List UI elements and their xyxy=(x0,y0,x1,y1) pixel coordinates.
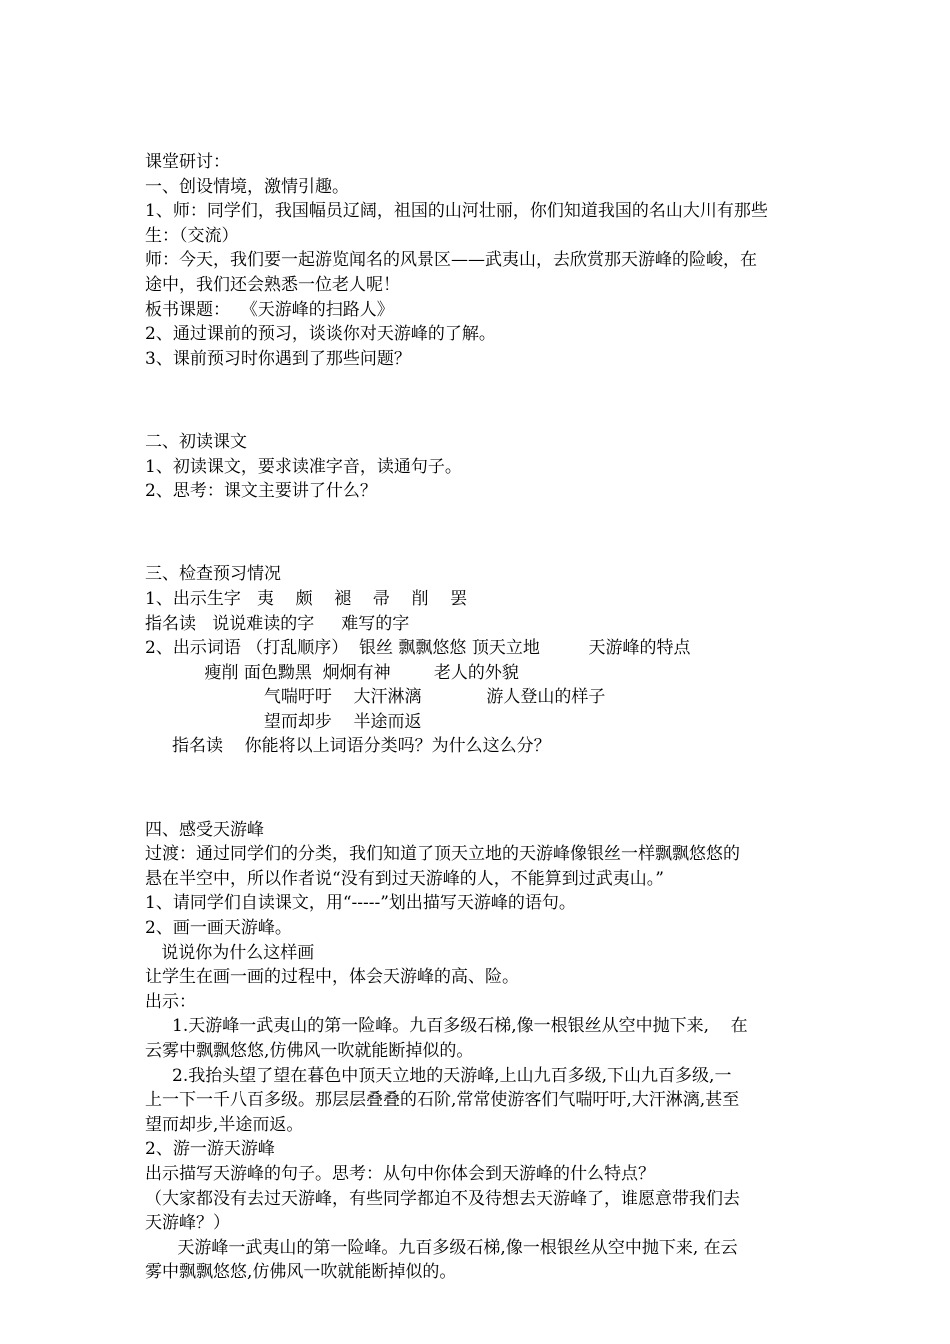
text-line: （大家都没有去过天游峰，有些同学都迫不及待想去天游峰了，谁愿意带我们去 xyxy=(145,1188,740,1209)
text-line: 1、出示生字 夷 颇 褪 帚 削 罢 xyxy=(145,588,468,609)
text-line: 雾中飘飘悠悠,仿佛风一吹就能断掉似的。 xyxy=(145,1262,457,1283)
text-line: 出示描写天游峰的句子。思考：从句中你体会到天游峰的什么特点？ xyxy=(145,1163,655,1184)
text-line: 指名读 说说难读的字 难写的字 xyxy=(145,613,410,634)
text-line: 瘦削 面色黝黑 炯炯有神 老人的外貌 xyxy=(145,662,519,683)
text-line: 出示： xyxy=(145,991,196,1012)
text-line: 让学生在画一画的过程中，体会天游峰的高、险。 xyxy=(145,967,519,988)
text-line: 师：今天，我们要一起游览闻名的风景区——武夷山，去欣赏那天游峰的险峻，在 xyxy=(145,250,757,271)
blank-line xyxy=(145,521,815,546)
text-line: 1、请同学们自读课文，用“-----”划出描写天游峰的语句。 xyxy=(145,893,576,914)
text-line: 2、思考：课文主要讲了什么？ xyxy=(145,481,377,502)
text-line: 二、初读课文 xyxy=(145,431,247,452)
text-line: 气喘吁吁 大汗淋漓 游人登山的样子 xyxy=(145,687,606,708)
text-line: 途中，我们还会熟悉一位老人呢！ xyxy=(145,274,400,295)
text-line: 2、游一游天游峰 xyxy=(145,1139,275,1160)
text-line: 指名读 你能将以上词语分类吗？为什么这么分？ xyxy=(145,736,551,757)
text-line: 三、检查预习情况 xyxy=(145,564,281,585)
text-line: 2、出示词语 （打乱顺序） 银丝 飘飘悠悠 顶天立地 天游峰的特点 xyxy=(145,638,691,659)
blank-line xyxy=(145,776,815,801)
text-line: 悬在半空中，所以作者说“没有到过天游峰的人，不能算到过武夷山。” xyxy=(145,868,664,889)
text-line: 1、师：同学们，我国幅员辽阔，祖国的山河壮丽，你们知道我国的名山大川有那些 xyxy=(145,201,768,222)
text-line: 说说你为什么这样画 xyxy=(145,942,315,963)
text-line: 天游峰？） xyxy=(145,1213,230,1234)
text-line: 望而却步 半途而返 xyxy=(145,711,422,732)
text-line: 上一下一千八百多级。那层层叠叠的石阶,常常使游客们气喘吁吁,大汗淋漓,甚至 xyxy=(145,1090,740,1111)
text-line: 课堂研讨： xyxy=(145,152,230,172)
text-line: 3、课前预习时你遇到了那些问题？ xyxy=(145,348,411,369)
text-line: 板书课题： 《天游峰的扫路人》 xyxy=(145,299,394,320)
text-line: 生：（交流） xyxy=(145,225,239,246)
text-line: 1.天游峰一武夷山的第一险峰。九百多级石梯,像一根银丝从空中抛下来, 在 xyxy=(145,1016,748,1037)
text-line: 过渡：通过同学们的分类，我们知道了顶天立地的天游峰像银丝一样飘飘悠悠的 xyxy=(145,844,740,865)
document-page xyxy=(145,150,815,1285)
text-line: 云雾中飘飘悠悠,仿佛风一吹就能断掉似的。 xyxy=(145,1041,474,1061)
document-body xyxy=(145,150,815,1285)
text-line: 望而却步,半途而返。 xyxy=(145,1114,304,1135)
text-line: 1、初读课文，要求读准字音，读通句子。 xyxy=(145,456,462,477)
text-line: 四、感受天游峰 xyxy=(145,819,264,840)
text-line: 一、创设情境，激情引趣。 xyxy=(145,176,349,197)
blank-line xyxy=(145,388,815,413)
text-line: 2.我抬头望了望在暮色中顶天立地的天游峰,上山九百多级,下山九百多级,一 xyxy=(145,1065,732,1086)
text-line: 天游峰一武夷山的第一险峰。九百多级石梯,像一根银丝从空中抛下来, 在云 xyxy=(145,1237,738,1258)
text-line: 2、画一画天游峰。 xyxy=(145,918,292,939)
text-line: 2、通过课前的预习，谈谈你对天游峰的了解。 xyxy=(145,324,496,345)
